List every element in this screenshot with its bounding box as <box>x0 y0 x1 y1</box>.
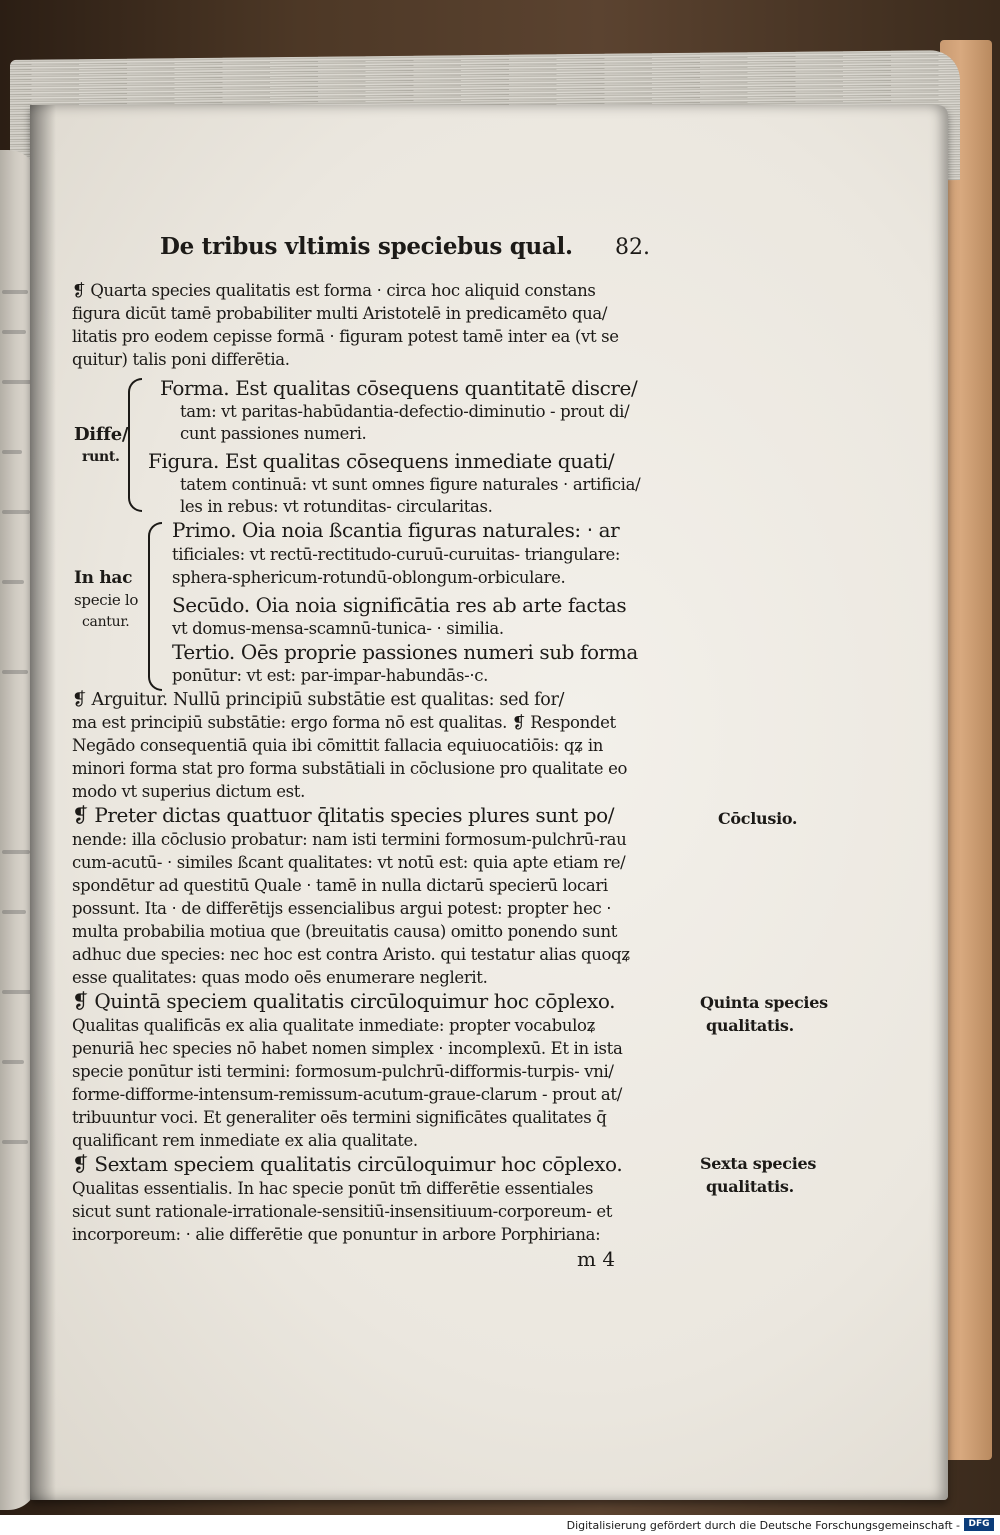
running-title: De tribus vltimis speciebus qual. <box>160 233 573 260</box>
quinta-line: specie ponūtur isti termini: formosum-pulchrū-difformis-turpis- vni/ <box>72 1062 614 1081</box>
preter-line: spondētur ad questitū Quale ‧ tamē in nulla dictarū specierū locari <box>72 876 608 895</box>
gutter-shadow <box>30 105 56 1500</box>
primo-line: Primo. Oia noia ßcantia figuras naturales: ‧ ar <box>172 518 620 542</box>
quinta-line: ❡ Quintā speciem qualitatis circūloquimur hoc cōplexo. <box>72 989 616 1013</box>
quinta-line: qualificant rem inmediate ex alia qualitate. <box>72 1131 418 1150</box>
arguitur-line: modo vt superius dictum est. <box>72 782 305 801</box>
quinta-line: tribuuntur voci. Et generaliter oēs termini significātes qualitates q̄ <box>72 1108 607 1127</box>
primo-line: sphera-sphericum-rotundū-oblongum-orbiculare. <box>172 568 566 587</box>
preter-line: cum-acutū- ‧ similes ßcant qualitates: vt notū est: quia apte etiam re/ <box>72 853 626 872</box>
dfg-logo: DFG <box>964 1518 994 1531</box>
differunt-label: Diffe/ <box>74 424 129 445</box>
preter-line: multa probabilia motiua que (breuitatis causa) omitto ponendo sunt <box>72 922 618 941</box>
arguitur-line: ❡ Arguitur. Nullū principiū substātie est qualitas: sed for/ <box>72 690 565 710</box>
arguitur-line: Negādo consequentiā quia ibi cōmittit fallacia equiuocatiōis: qʑ in <box>72 736 604 755</box>
secundo-line: vt domus-mensa-scamnū-tunica- ‧ similia. <box>172 619 504 638</box>
in-hac-label: cantur. <box>82 614 130 630</box>
text-line: ❡ Quarta species qualitatis est forma ‧ circa hoc aliquid constans <box>72 281 596 300</box>
arguitur-line: ma est principiū substātie: ergo forma nō est qualitas. ❡ Respondet <box>72 713 616 732</box>
text-line: quitur) talis poni differētia. <box>72 350 290 369</box>
in-hac-label: specie lo <box>74 591 139 609</box>
forma-line: tam: vt paritas-habūdantia-defectio-diminutio - prout di/ <box>180 402 630 421</box>
figura-line: les in rebus: vt rotunditas- circularitas. <box>180 497 493 516</box>
preter-line: nende: illa cōclusio probatur: nam isti termini formosum-pulchrū-rau <box>72 830 627 849</box>
margin-conclusio: Cōclusio. <box>718 809 798 828</box>
text-line: litatis pro eodem cepisse formā ‧ figuram potest tamē inter ea (vt se <box>72 327 619 346</box>
tertio-line: ponūtur: vt est: par-impar-habundās-‧c. <box>172 666 489 685</box>
preter-line: possunt. Ita ‧ de differētijs essencialibus argui potest: propter hec ‧ <box>72 899 612 918</box>
preter-line: adhuc due species: nec hoc est contra Aristo. qui testatur alias quoqʑ <box>72 945 631 964</box>
preter-line: esse qualitates: quas modo oēs enumerare neglerit. <box>72 968 488 987</box>
primo-line: tificiales: vt rectū-rectitudo-curuū-curuitas- triangulare: <box>172 545 621 564</box>
text-line: figura dicūt tamē probabiliter multi Aristotelē in predicamēto qua/ <box>72 304 608 323</box>
forma-line: Forma. Est qualitas cōsequens quantitatē discre/ <box>160 376 638 400</box>
sexta-line: incorporeum: ‧ alie differētie que ponuntur in arbore Porphiriana: <box>72 1225 601 1244</box>
margin-quinta: qualitatis. <box>706 1016 794 1035</box>
signature-mark: m 4 <box>577 1247 616 1271</box>
brace-differunt <box>128 378 142 512</box>
preter-line: ❡ Preter dictas quattuor q̄litatis species plures sunt po/ <box>72 803 615 827</box>
tertio-line: Tertio. Oēs proprie passiones numeri sub forma <box>172 640 638 664</box>
differunt-label: runt. <box>82 449 120 465</box>
footer-credit: Digitalisierung gefördert durch die Deutsche Forschungsgemeinschaft - <box>566 1519 960 1532</box>
margin-quinta: Quinta species <box>700 993 828 1012</box>
sexta-line: sicut sunt rationale-irrationale-sensitiū-insensitiuum-corporeum- et <box>72 1202 613 1221</box>
sexta-line: Qualitas essentialis. In hac specie ponūt tm̄ differētie essentiales <box>72 1179 594 1198</box>
margin-sexta: qualitatis. <box>706 1177 794 1196</box>
margin-sexta: Sexta species <box>700 1154 817 1173</box>
quinta-line: Qualitas qualificās ex alia qualitate inmediate: propter vocabuloʑ <box>72 1016 596 1035</box>
brace-in-hac <box>148 522 162 691</box>
arguitur-line: minori forma stat pro forma substātiali in cōclusione pro qualitate eo <box>72 759 628 778</box>
sexta-line: ❡ Sextam speciem qualitatis circūloquimur hoc cōplexo. <box>72 1152 623 1176</box>
forma-line: cunt passiones numeri. <box>180 424 367 443</box>
quinta-line: forme-difforme-intensum-remissum-acutum-graue-clarum - prout at/ <box>72 1085 622 1104</box>
figura-line: Figura. Est qualitas cōsequens inmediate quati/ <box>148 449 615 473</box>
figura-line: tatem continuā: vt sunt omnes figure naturales ‧ artificia/ <box>180 475 641 494</box>
in-hac-label: In hac <box>74 568 133 588</box>
folio-number: 82. <box>615 235 650 260</box>
quinta-line: penuriā hec species nō habet nomen simplex ‧ incomplexū. Et in ista <box>72 1039 623 1058</box>
secundo-line: Secūdo. Oia noia significātia res ab arte factas <box>172 593 627 617</box>
